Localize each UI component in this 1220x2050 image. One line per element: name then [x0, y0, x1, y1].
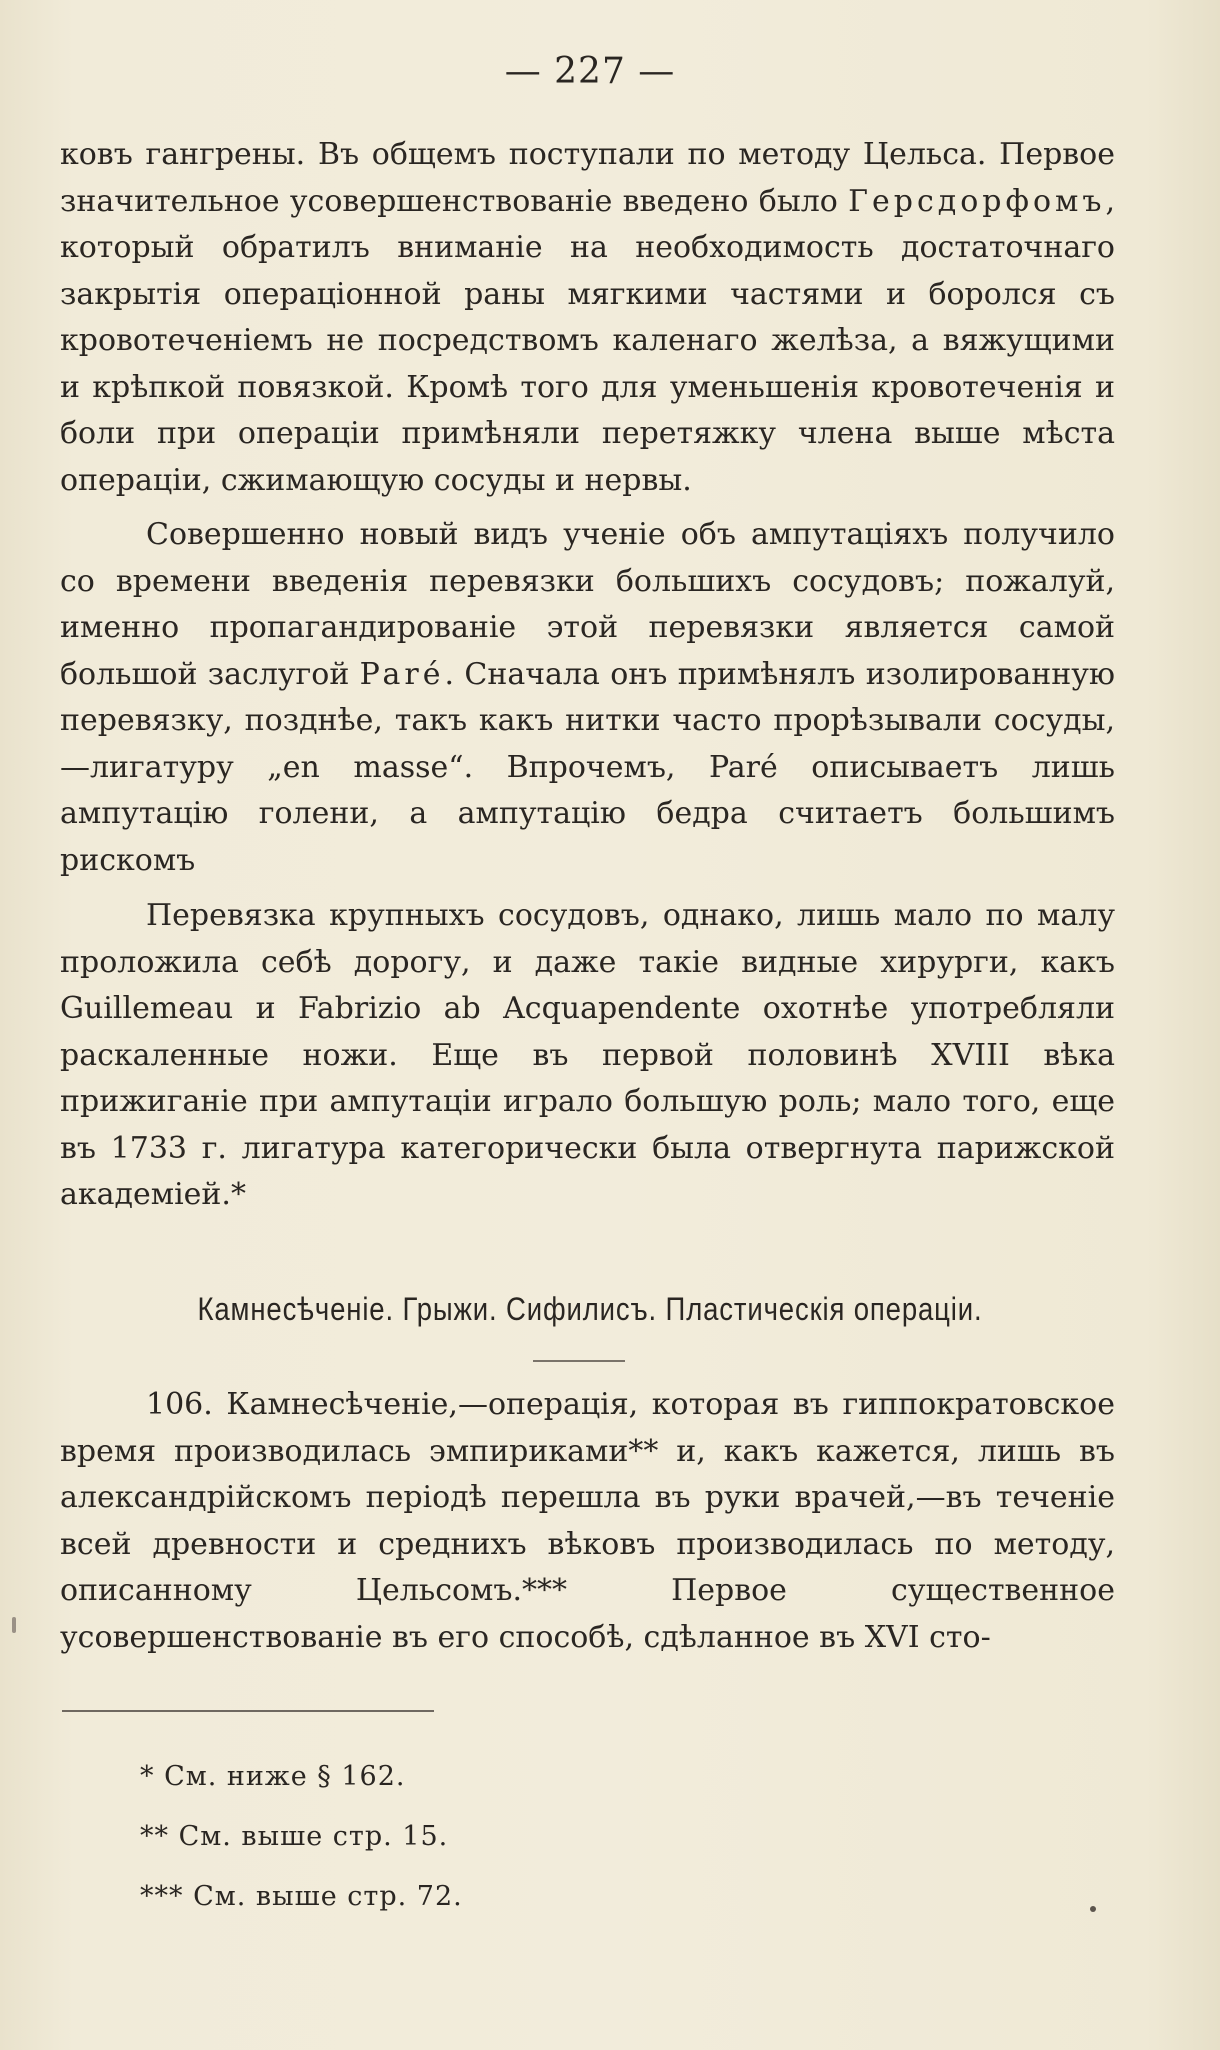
- heading-divider: [533, 1360, 625, 1362]
- page-number: — 227 —: [504, 51, 676, 92]
- section-heading: Камнесѣченіе. Грыжи. Сифилисъ. Пластическія операціи.: [197, 1291, 983, 1327]
- footnote-2: ** См. выше стр. 15.: [140, 1821, 449, 1852]
- paragraph-1-text-b: , который обратилъ вниманіе на необходимость достаточнаго закрытія операціонной раны мягкими частями и боролся съ кровотеченіемъ не посредствомъ каленаго желѣза, а вяжущими и крѣпкой повязкой. Кромѣ того для уменьшенія кровотеченія и боли при операціи примѣняли перетяжку члена выше мѣста операціи, сжимающую сосуды и нервы.: [60, 183, 1115, 498]
- paragraph-2-text-a: Совершенно новый видъ ученіе объ ампутаціяхъ получило со времени введенія перевязки большихъ сосудовъ; пожалуй, именно пропагандированіе этой перевязки является самой большой заслугой: [60, 517, 1115, 692]
- paragraph-2: [60, 512, 1115, 884]
- footnote-divider: [62, 1710, 434, 1712]
- footnotes: [140, 1754, 940, 1934]
- footnote-3: *** См. выше стр. 72.: [140, 1881, 463, 1912]
- author-name-gersdorf: Герсдорфомъ: [848, 183, 1106, 219]
- margin-mark: [12, 1617, 16, 1633]
- paragraph-4: 106. Камнесѣченіе,—операція, которая въ гиппократовское время производилась эмпириками** и, какъ кажется, лишь въ александрійскомъ періодѣ перешла въ руки врачей,—въ теченіе всей древности и среднихъ вѣковъ производилась по методу, описанному Цельсомъ.*** Первое существенное усовершенствованіе въ его способѣ, сдѣланное въ XVI сто-: [60, 1387, 1115, 1655]
- paragraph-3: Перевязка крупныхъ сосудовъ, однако, лишь мало по малу проложила себѣ дорогу, и даже такіе видные хирурги, какъ Guillemeau и Fabrizio ab Acquapendente охотнѣе употребляли раскаленные ножи. Еще въ первой половинѣ XVIII вѣка прижиганіе при ампутаціи играло большую роль; мало того, еще въ 1733 г. лигатура категорически была отвергнута парижской академіей.*: [60, 898, 1115, 1212]
- footnote-1: * См. ниже § 162.: [140, 1761, 406, 1792]
- author-name-pare: Paré: [359, 656, 445, 692]
- paragraph-1: [60, 132, 1115, 504]
- paragraph-1-text-a: ковъ гангрены. Въ общемъ поступали по методу Цельса. Первое значительное усовершенствованіе введено было: [60, 137, 1115, 219]
- paragraph-2-text-b: . Сначала онъ примѣнялъ изолированную перевязку, позднѣе, такъ какъ нитки часто прорѣзывали сосуды,—лигатуру „en masse“. Впрочемъ, Paré описываетъ лишь ампутацію голени, а ампутацію бедра считаетъ большимъ рискомъ: [60, 656, 1115, 878]
- ink-dot: [1090, 1906, 1096, 1912]
